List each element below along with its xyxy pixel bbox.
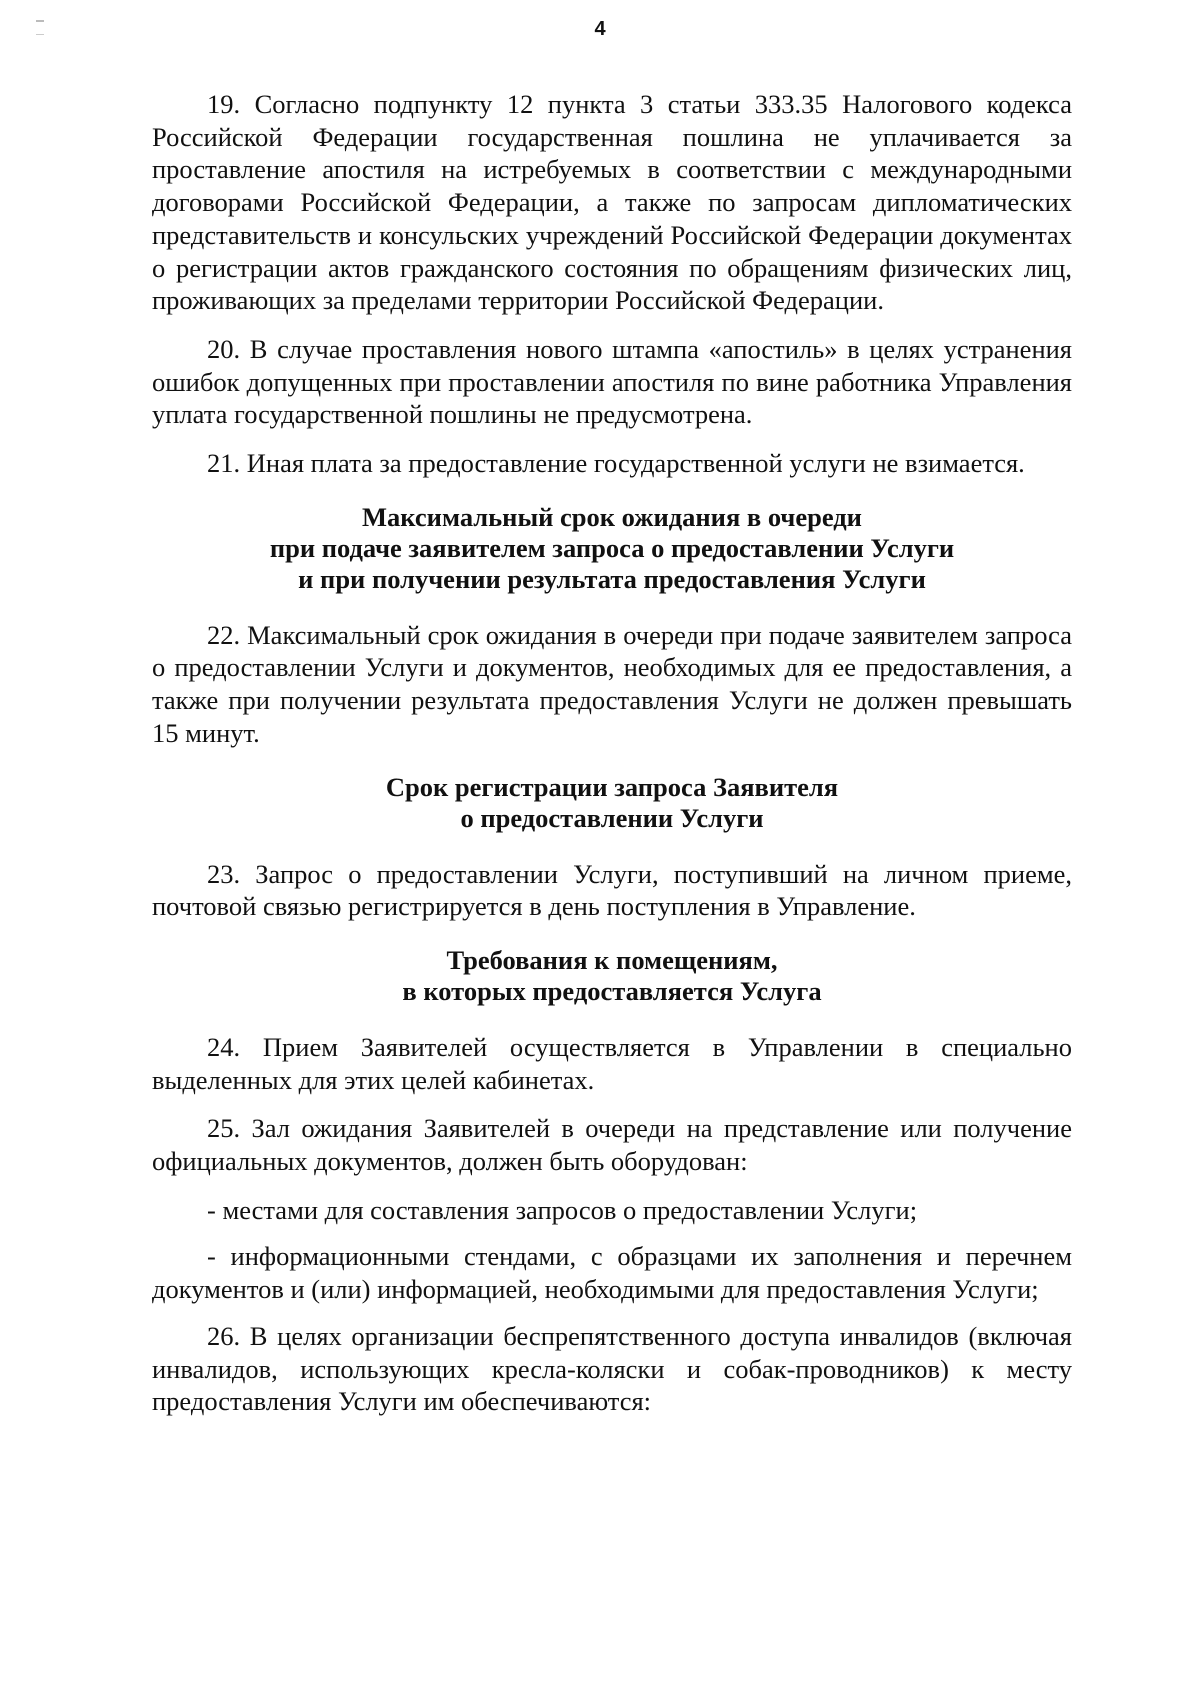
paragraph-25: 25. Зал ожидания Заявителей в очереди на представление или получение официальных документов, должен быть оборудован: — [152, 1113, 1072, 1177]
paragraph-20: 20. В случае проставления нового штампа «апостиль» в целях устранения ошибок допущенных при проставлении апостиля по вине работника Управления уплата государственной пошлины не предусмотрена. — [152, 333, 1072, 430]
list-item: - местами для составления запросов о предоставлении Услуги; — [207, 1194, 918, 1225]
page-number: 4 — [594, 18, 606, 40]
document-body — [152, 88, 1072, 1434]
paragraph-19: 19. Согласно подпункту 12 пункта 3 статьи 333.35 Налогового кодекса Российской Федерации государственная пошлина не уплачивается за проставление апостиля на истребуемых в соответствии с международными договорами Российской Федерации, а также по запросам дипломатических представительств и консульских учреждений Российской Федерации документах о регистрации актов гражданского состояния по обращениям физических лиц, проживающих за пределами территории Российской Федерации. — [152, 89, 1072, 316]
section-heading-registration — [152, 772, 1072, 834]
paragraph-23: 23. Запрос о предоставлении Услуги, поступивший на личном приеме, почтовой связью регистрируется в день поступления в Управление. — [152, 858, 1072, 922]
paragraph-24: 24. Прием Заявителей осуществляется в Управлении в специально выделенных для этих целей кабинетах. — [152, 1031, 1072, 1095]
list-item: - информационными стендами, с образцами их заполнения и перечнем документов и (или) информацией, необходимыми для предоставления Услуги; — [152, 1241, 1072, 1305]
heading-line: Срок регистрации запроса Заявителя — [385, 771, 839, 802]
section-heading-queue — [152, 502, 1072, 595]
paragraph-26: 26. В целях организации беспрепятственного доступа инвалидов (включая инвалидов, использующих кресла-коляски и собак-проводников) к месту предоставления Услуги им обеспечиваются: — [152, 1320, 1072, 1417]
section-heading-premises — [152, 945, 1072, 1007]
paragraph-22: 22. Максимальный срок ожидания в очереди при подаче заявителем запроса о предоставлении Услуги и документов, необходимых для ее предоставления, а также при получении результата предоставления Услуги не должен превышать 15 минут. — [152, 619, 1072, 748]
heading-line: Максимальный срок ожидания в очереди — [362, 501, 862, 532]
paragraph-21: 21. Иная плата за предоставление государственной услуги не взимается. — [207, 448, 1025, 479]
heading-line: Требования к помещениям, — [446, 944, 778, 975]
heading-line: о предоставлении Услуги — [460, 802, 764, 833]
heading-line: при подаче заявителем запроса о предоставлении Услуги — [269, 532, 955, 563]
heading-line: и при получении результата предоставления Услуги — [298, 563, 926, 594]
heading-line: в которых предоставляется Услуга — [402, 975, 822, 1006]
